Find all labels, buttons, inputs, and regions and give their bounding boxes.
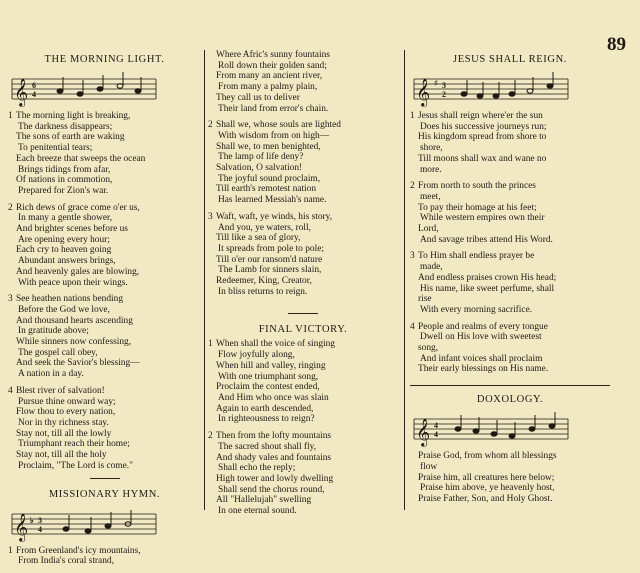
verse-text: song, [418, 343, 439, 354]
verse-text: And shady vales and fountains [216, 452, 332, 463]
verse [410, 251, 610, 315]
section-divider [288, 313, 318, 314]
verse-text: Nor in thy richness stay. [18, 417, 109, 428]
verse-line [8, 122, 201, 133]
verse-line [410, 273, 610, 284]
verse-line [208, 350, 398, 361]
verse-text: When hill and valley, ringing [216, 360, 326, 371]
verse-text: They call us to deliver [216, 92, 300, 103]
column-2 [208, 50, 398, 523]
verse-text: Proclaim the contest ended, [216, 382, 320, 393]
verse-line [8, 175, 201, 186]
verse-number: 1 [8, 111, 13, 121]
verse-line [208, 372, 398, 383]
verse-line [208, 212, 398, 223]
verse-text: And heavenly gales are blowing, [16, 266, 140, 277]
verse-number: 3 [410, 251, 415, 262]
music-staff [410, 69, 610, 109]
verse-line [208, 382, 398, 393]
svg-text:3: 3 [442, 81, 446, 90]
verse-line [410, 132, 610, 143]
svg-text:4: 4 [434, 421, 438, 431]
verse-line [8, 111, 201, 122]
verse-line [410, 322, 610, 333]
hymn-title-final-victory: FINAL VICTORY. [258, 324, 348, 336]
verse-line [410, 364, 610, 375]
verse-line [208, 163, 398, 174]
verse-number: 2 [410, 181, 415, 192]
verse-text: Salvation, O salvation! [216, 163, 303, 174]
verse-text: Abundant answers brings, [18, 256, 116, 267]
verse-line [410, 143, 610, 154]
verse-text: Triumphant reach their home; [18, 439, 130, 450]
svg-text:4: 4 [434, 430, 438, 440]
verse-line [208, 93, 398, 104]
verse-line [410, 462, 610, 473]
verse-text: To pay their homage at his feet; [418, 202, 537, 213]
verse-line [410, 343, 610, 354]
verse-text: Pursue thine onward way; [18, 396, 116, 407]
verse-number: 4 [8, 385, 13, 396]
verse-text: Shall echo the reply; [218, 463, 296, 474]
verse-text: Again to earth descended, [216, 403, 314, 414]
verse-line [208, 244, 398, 255]
verse-text: Before the God we love, [18, 304, 110, 315]
verse-text: Dwell on His love with sweetest [420, 332, 542, 343]
svg-text:𝄞: 𝄞 [416, 78, 431, 106]
verse-line [8, 369, 201, 380]
verse [8, 386, 201, 472]
verse-line [410, 451, 610, 462]
verse [410, 451, 610, 505]
verse-line [8, 429, 201, 440]
verse-text: In bliss returns to reign. [218, 286, 308, 297]
verse-text: With peace upon their wings. [18, 277, 128, 288]
verse-line [208, 265, 398, 276]
verse-text: The gospel call obey, [18, 347, 98, 358]
hymn-verses [208, 339, 398, 516]
verse-line [410, 181, 610, 192]
verse-line [8, 203, 201, 214]
verse-line [8, 439, 201, 450]
verse-line [208, 463, 398, 474]
verse-line [410, 203, 610, 214]
svg-text:6: 6 [32, 81, 36, 90]
verse-line [208, 233, 398, 244]
verse-text: Then from the lofty mountains [216, 431, 332, 442]
verse-text: Proclaim, "The Lord is come." [18, 460, 133, 471]
verse-text: flow [420, 461, 438, 472]
verse-line [208, 287, 398, 298]
verse-text: And you, ye waters, roll, [218, 222, 311, 233]
verse-number: 3 [8, 294, 13, 305]
verse-line [410, 154, 610, 165]
verse-line [410, 251, 610, 262]
verse-line [8, 326, 201, 337]
verse-line [8, 407, 201, 418]
verse-line [208, 82, 398, 93]
verse [208, 339, 398, 425]
verse-line [410, 192, 610, 203]
verse-text: Till o'er our ransom'd nature [216, 254, 323, 265]
verse-text: It spreads from pole to pole; [218, 243, 324, 254]
verse-text: The Lamb for sinners slain, [218, 265, 322, 276]
verse-text: From India's coral strand, [18, 556, 114, 567]
verse-text: And endless praises crown His head; [418, 272, 557, 283]
verse-line [208, 195, 398, 206]
music-notation-icon [410, 69, 570, 109]
verse-text: rise [418, 294, 432, 305]
verse [8, 111, 201, 197]
verse-text: Praise Father, Son, and Holy Ghost. [418, 493, 553, 504]
svg-text:3: 3 [38, 515, 42, 525]
verse-text: Stay not, till all the lowly [16, 428, 112, 439]
svg-text:𝄞: 𝄞 [14, 512, 29, 541]
hymn-verses [208, 50, 398, 297]
verse-line [410, 354, 610, 365]
verse-line [8, 337, 201, 348]
verse-line [410, 165, 610, 176]
verse-number: 1 [8, 545, 13, 556]
verse-line [410, 262, 610, 273]
verse-number: 2 [8, 202, 13, 213]
verse-text: Shall we, to men benighted, [216, 141, 321, 152]
verse [410, 322, 610, 376]
verse-text: In gratitude above; [18, 326, 89, 337]
verse-text: In righteousness to reign? [218, 414, 315, 425]
verse [208, 212, 398, 298]
verse-text: more. [420, 164, 442, 175]
verse-text: From many an ancient river, [216, 71, 323, 82]
svg-text:4: 4 [32, 90, 36, 99]
verse-text: To penitential tears; [18, 143, 93, 154]
verse-text: And infant voices shall proclaim [420, 353, 543, 364]
verse-text: The lamp of life deny? [218, 152, 304, 163]
hymn-verses [8, 111, 201, 472]
verse-line [8, 546, 201, 557]
music-staff [410, 409, 610, 449]
verse-line [410, 111, 610, 122]
verse-text: Flow thou to every nation, [16, 407, 116, 418]
verse-number: 4 [410, 321, 415, 332]
verse-text: Till moons shall wax and wane no [418, 153, 547, 164]
verse-text: Of nations in commotion, [16, 175, 113, 186]
verse-line [208, 223, 398, 234]
verse [8, 546, 201, 567]
verse-line [208, 393, 398, 404]
verse-text: The sons of earth are waking [16, 132, 125, 143]
verse-line [8, 418, 201, 429]
verse-text: Praise God, from whom all blessings [418, 451, 557, 462]
verse-line [208, 131, 398, 142]
verse-text: From Greenland's icy mountains, [16, 545, 141, 556]
column-1 [8, 50, 201, 573]
verse-number: 2 [208, 120, 213, 131]
verse-line [8, 267, 201, 278]
verse-text: Praise him, all creatures here below; [418, 472, 555, 483]
column-rule-right [404, 50, 405, 510]
svg-text:𝄞: 𝄞 [14, 78, 29, 106]
verse-line [208, 71, 398, 82]
verse-line [208, 276, 398, 287]
verse-text: While western empires own their [420, 213, 545, 224]
verse-text: High tower and lowly dwelling [216, 473, 334, 484]
verse-text: And savage tribes attend His Word. [420, 234, 553, 245]
verse-text: Shall we, whose souls are lighted [216, 120, 341, 131]
hymn-title-jesus-shall-reign: JESUS SHALL REIGN. [453, 54, 567, 65]
page-number: 89 [607, 34, 626, 55]
verse-text: The joyful sound proclaim, [218, 173, 321, 184]
verse-text: A nation in a day. [18, 369, 84, 380]
verse-text: And seek the Savior's blessing— [16, 358, 140, 369]
verse-text: Brings tidings from afar, [18, 164, 111, 175]
svg-text:4: 4 [38, 524, 42, 534]
verse-line [8, 213, 201, 224]
verse-line [208, 495, 398, 506]
verse [208, 50, 398, 114]
verse-text: People and realms of every tongue [418, 321, 548, 332]
verse-text: shore, [420, 143, 443, 154]
verse-text: Blest river of salvation! [16, 385, 105, 396]
verse-text: The morning light is breaking, [16, 111, 131, 121]
column-3 [410, 50, 610, 511]
verse-line [8, 397, 201, 408]
verse-line [410, 473, 610, 484]
verse-line [208, 453, 398, 464]
music-notation-icon [410, 409, 570, 449]
section-divider [90, 478, 120, 479]
verse-line [8, 386, 201, 397]
verse-text: His name, like sweet perfume, shall [420, 283, 555, 294]
music-staff [8, 504, 201, 544]
verse-line [208, 339, 398, 350]
verse-text: To Him shall endless prayer be [418, 251, 535, 262]
verse [410, 111, 610, 175]
verse-text: See heathen nations bending [16, 294, 124, 305]
verse-text: Flow joyfully along, [218, 350, 295, 361]
verse-text: In one eternal sound. [218, 506, 297, 517]
verse-line [208, 184, 398, 195]
verse-text: Waft, waft, ye winds, his story, [216, 211, 333, 222]
verse-text: Their land from error's chain. [218, 103, 329, 114]
verse-text: Jesus shall reign where'er the sun [418, 111, 543, 121]
verse-line [208, 61, 398, 72]
verse-text: Redeemer, King, Creator, [216, 276, 312, 287]
verse-number: 2 [208, 431, 213, 442]
verse-number: 1 [410, 111, 415, 121]
verse-text: Are opening every hour; [18, 234, 110, 245]
verse [8, 203, 201, 289]
verse-text: And thousand hearts ascending [16, 315, 133, 326]
svg-text:2: 2 [442, 90, 446, 99]
verse-line [208, 361, 398, 372]
verse-text: From north to south the princes [418, 181, 536, 192]
verse-text: In many a gentle shower, [18, 213, 113, 224]
verse-text: made, [420, 262, 443, 273]
column-rule-left [204, 50, 205, 510]
section-divider [410, 385, 610, 386]
verse-line [8, 294, 201, 305]
verse-line [8, 132, 201, 143]
verse-line [208, 104, 398, 115]
verse-text: With one triumphant song, [218, 371, 319, 382]
verse-line [8, 556, 201, 567]
verse-text: Roll down their golden sand; [218, 60, 327, 71]
verse-text: The darkness disappears; [18, 121, 113, 132]
verse-number: 1 [208, 339, 213, 350]
verse-line [208, 255, 398, 266]
hymn-verses [410, 451, 610, 505]
verse-line [8, 186, 201, 197]
verse [410, 181, 610, 245]
verse-line [410, 122, 610, 133]
verse-line [8, 358, 201, 369]
svg-text:♯: ♯ [434, 79, 438, 87]
verse-line [8, 143, 201, 154]
verse-line [208, 474, 398, 485]
verse-line [410, 305, 610, 316]
verse-text: Lord, [418, 224, 439, 235]
hymn-title-doxology: DOXOLOGY. [476, 394, 544, 406]
verse-line [8, 316, 201, 327]
verse-line [208, 414, 398, 425]
verse-line [208, 120, 398, 131]
verse-text: And Him who once was slain [218, 392, 329, 403]
verse-line [8, 305, 201, 316]
verse-line [8, 278, 201, 289]
verse-text: Rich dews of grace come o'er us, [16, 202, 140, 213]
verse-line [410, 224, 610, 235]
verse-line [410, 284, 610, 295]
verse-line [208, 152, 398, 163]
verse-text: Prepared for Zion's war. [18, 185, 109, 196]
verse-line [8, 245, 201, 256]
verse-text: Stay not, till all the holy [16, 450, 107, 461]
verse-line [8, 224, 201, 235]
verse-line [208, 506, 398, 517]
hymn-title-missionary: MISSIONARY HYMN. [48, 488, 161, 500]
verse-number: 3 [208, 211, 213, 222]
verse-text: Where Afric's sunny fountains [216, 50, 330, 60]
verse-text: Till earth's remotest nation [216, 184, 317, 195]
verse-text: Their early blessings on His name. [418, 364, 549, 375]
verse-text: Praise him above, ye heavenly host, [420, 483, 555, 494]
verse-line [8, 165, 201, 176]
music-notation-icon [8, 504, 158, 544]
verse-line [8, 348, 201, 359]
verse-line [410, 332, 610, 343]
verse [8, 294, 201, 380]
verse-text: Does his successive journeys run; [420, 121, 547, 132]
verse-line [410, 483, 610, 494]
svg-text:♭: ♭ [30, 515, 34, 525]
verse-text: meet, [420, 191, 441, 202]
verse-line [208, 142, 398, 153]
verse-line [410, 213, 610, 224]
svg-text:𝄞: 𝄞 [416, 418, 431, 447]
verse-line [208, 431, 398, 442]
verse-text: And brighter scenes before us [16, 224, 128, 235]
verse-line [410, 494, 610, 505]
verse-line [208, 442, 398, 453]
verse [208, 120, 398, 206]
verse-text: The sacred shout shall fly, [218, 441, 317, 452]
verse-text: Till like a sea of glory, [216, 233, 301, 244]
verse-line [8, 461, 201, 472]
verse-text: With wisdom from on high— [218, 130, 330, 141]
verse-text: Shall send the chorus round, [218, 484, 325, 495]
hymn-verses [8, 546, 201, 567]
verse [208, 431, 398, 517]
verse-text: All "Hallelujah" swelling [216, 495, 312, 506]
verse-line [8, 235, 201, 246]
verse-line [208, 174, 398, 185]
verse-text: Each cry to heaven going [16, 245, 112, 256]
verse-line [410, 235, 610, 246]
verse-line [208, 404, 398, 415]
verse-line [410, 294, 610, 305]
verse-text: From many a palmy plain, [218, 82, 318, 93]
hymn-title-morning-light: THE MORNING LIGHT. [44, 54, 165, 65]
verse-line [8, 154, 201, 165]
verse-text: While sinners now confessing, [16, 337, 132, 348]
verse-text: Has learned Messiah's name. [218, 195, 327, 206]
music-staff [8, 69, 201, 109]
verse-line [208, 50, 398, 61]
music-notation-icon [8, 69, 158, 109]
verse-text: With every morning sacrifice. [420, 304, 533, 315]
verse-line [208, 485, 398, 496]
verse-text: When shall the voice of singing [216, 339, 335, 350]
verse-line [8, 450, 201, 461]
verse-text: His kingdom spread from shore to [418, 132, 547, 143]
hymn-verses [410, 111, 610, 375]
verse-text: Each breeze that sweeps the ocean [16, 153, 146, 164]
verse-line [8, 256, 201, 267]
